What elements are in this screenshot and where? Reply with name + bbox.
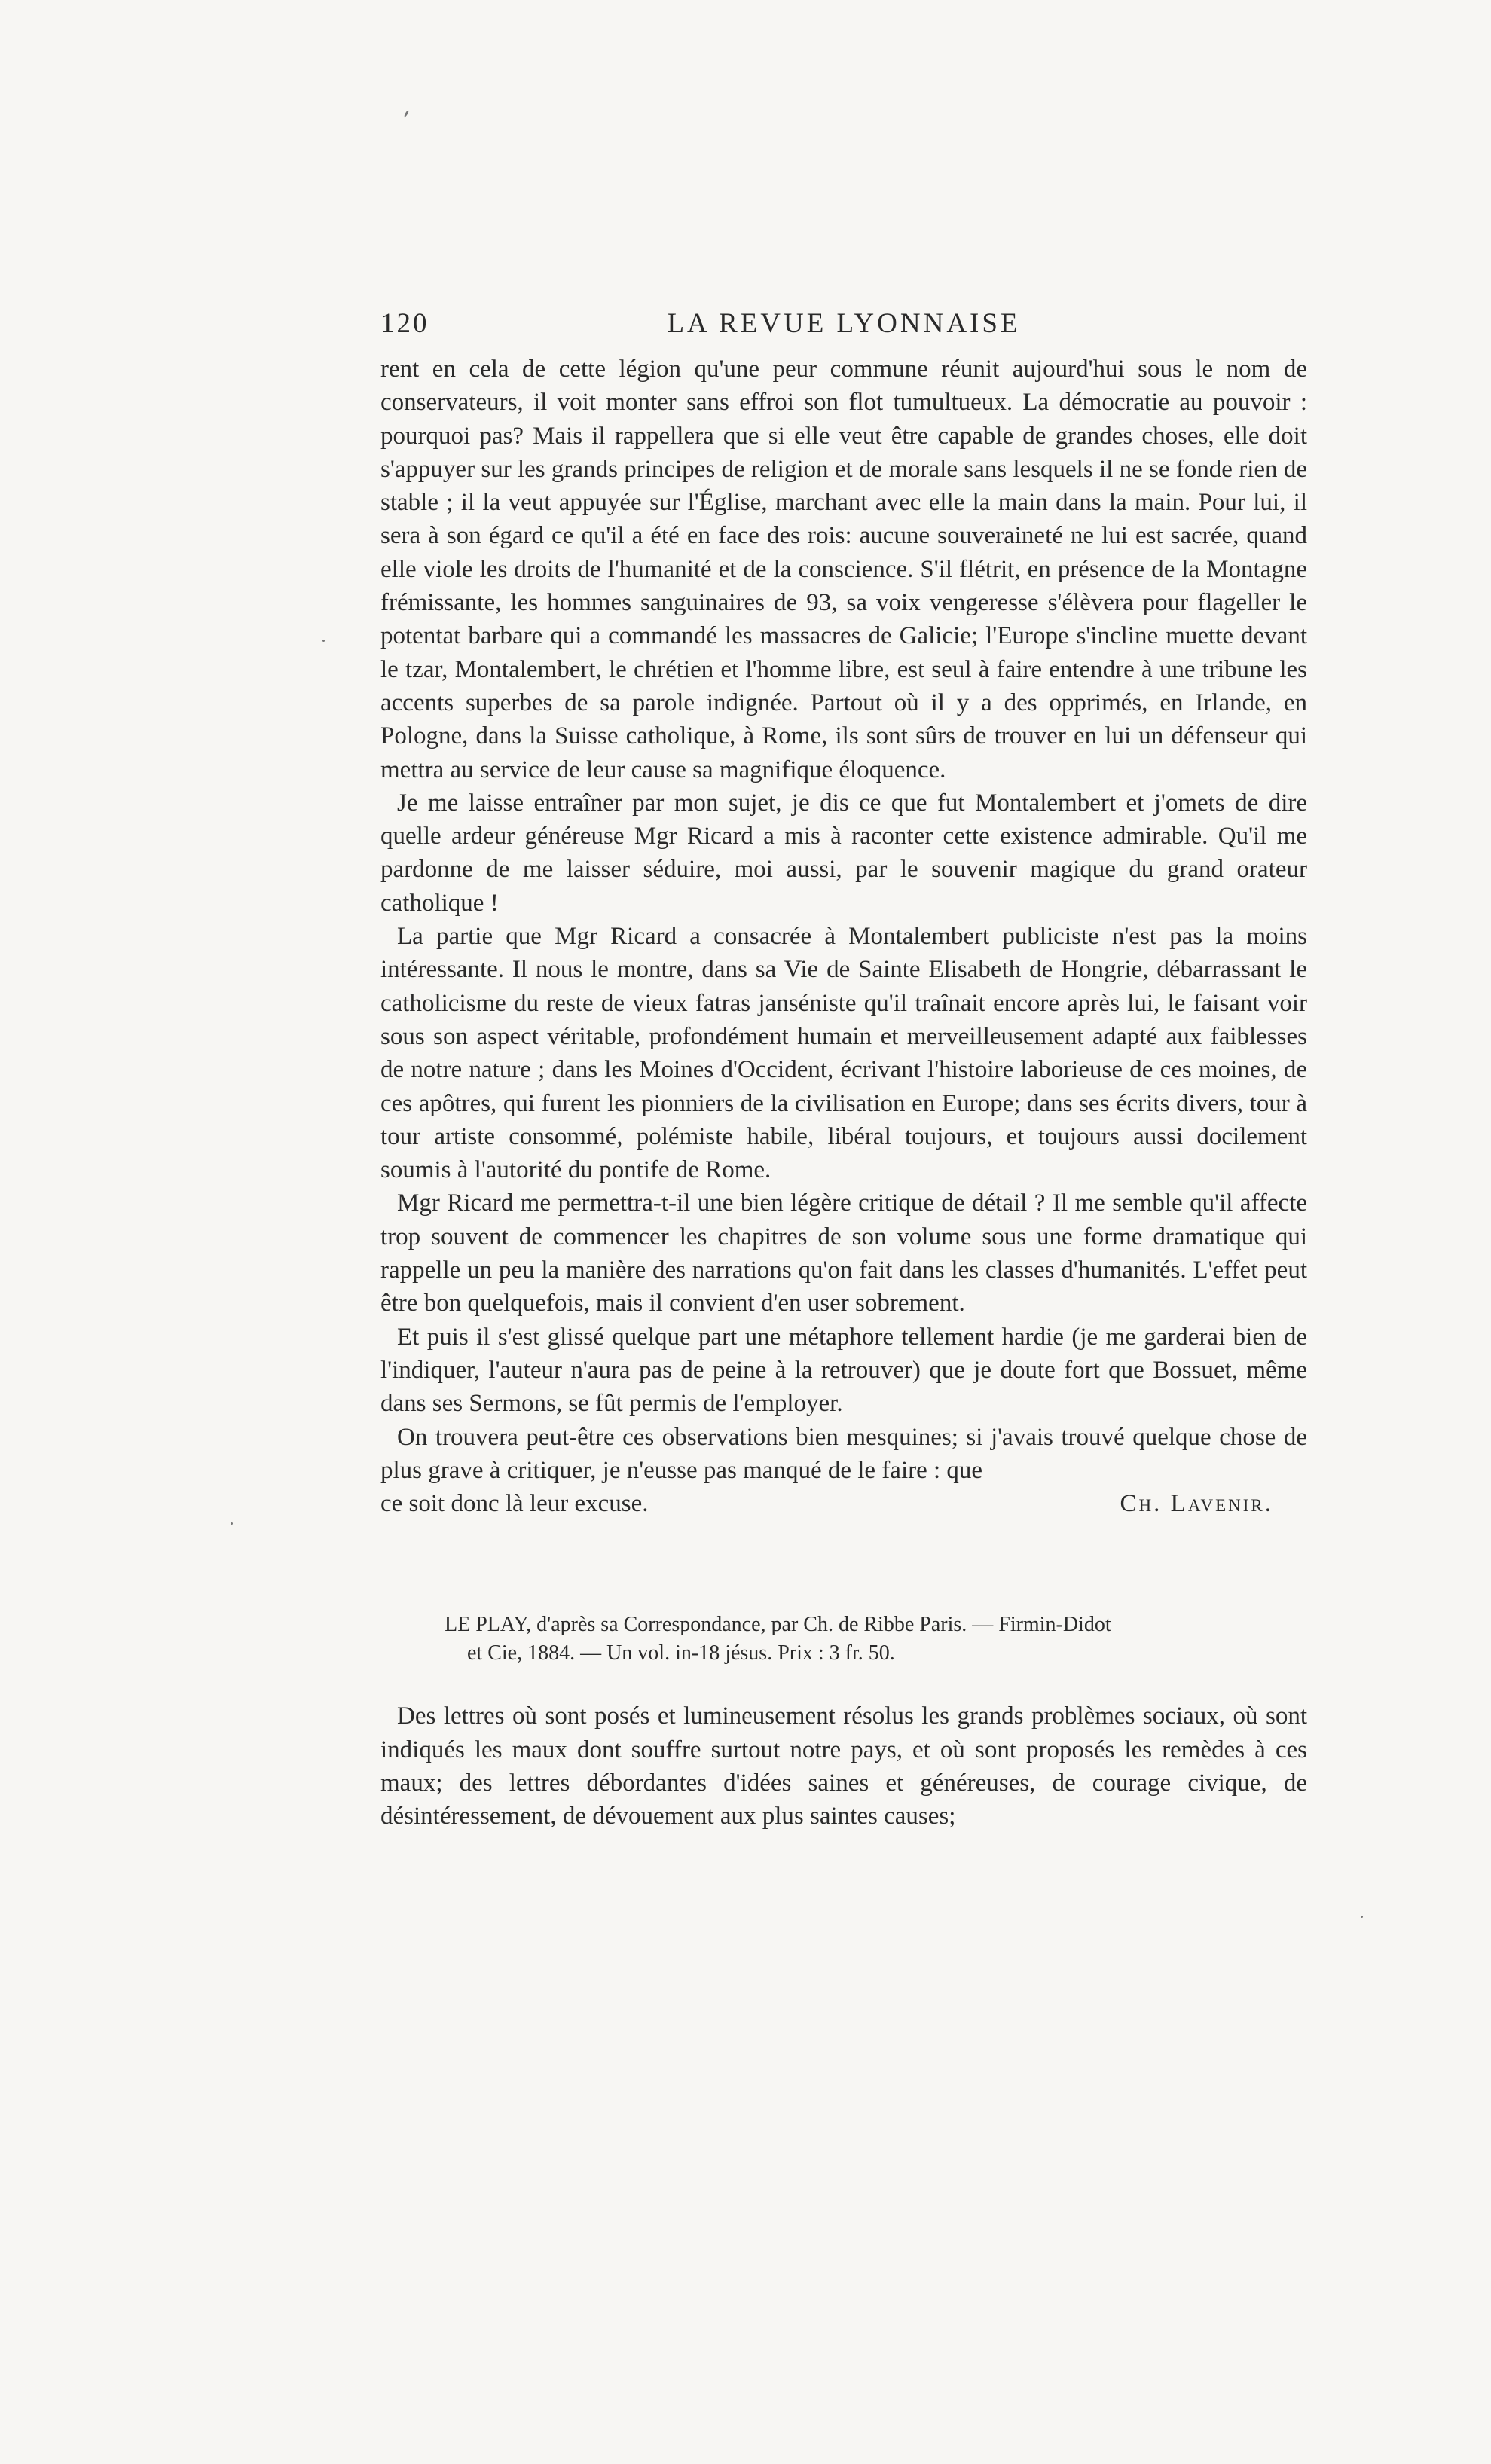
paragraph: On trouvera peut-être ces observations bien mesquines; si j'avais trouvé quelque chose de plus grave à critiquer, je n'eusse pas manqué de le faire : que xyxy=(380,1423,1307,1484)
author-signature: Ch. Lavenir. xyxy=(1120,1490,1273,1518)
running-head xyxy=(380,307,1307,353)
review-heading-line: LE PLAY, d'après sa Correspondance, par Ch. de Ribbe Paris. — Firmin-Didot xyxy=(445,1613,1111,1637)
journal-title: LA REVUE LYONNAISE xyxy=(667,308,1021,339)
paragraph: Et puis il s'est glissé quelque part une métaphore tellement hardie (je me garderai bien de l'indiquer, l'auteur n'aura pas de peine à la retrouver) que je doute fort que Bossuet, même dans ses Sermons, se fût permis de l'employer. xyxy=(380,1323,1307,1418)
review-heading-line: et Cie, 1884. — Un vol. in-18 jésus. Prix : 3 fr. 50. xyxy=(467,1641,895,1666)
paragraph: Mgr Ricard me permettra-t-il une bien légère critique de détail ? Il me semble qu'il affecte trop souvent de commencer les chapitres de son volume sous une forme dramatique qui rappelle un peu la manière des narrations qu'on fait dans les classes d'humanités. L'effet peut être bon quelquefois, mais il convient d'en user sobrement. xyxy=(380,1189,1307,1317)
article-body xyxy=(380,353,1307,1520)
closing-line xyxy=(380,1487,1307,1520)
paragraph: Des lettres où sont posés et lumineusement résolus les grands problèmes sociaux, où sont indiqués les maux dont souffre surtout notre pays, et où sont proposés les remèdes à ces maux; des lettres débordantes d'idées saines et généreuses, de courage civique, de désintéressement, de dévouement aux plus saintes causes; xyxy=(380,1702,1307,1830)
review-heading xyxy=(445,1611,1307,1668)
scan-speck xyxy=(231,1522,233,1525)
page-number: 120 xyxy=(380,308,429,339)
scan-speck xyxy=(404,110,410,118)
closing-text: ce soit donc là leur excuse. xyxy=(380,1490,649,1518)
paragraph: La partie que Mgr Ricard a consacrée à Montalembert publiciste n'est pas la moins intéressante. Il nous le montre, dans sa Vie de Sainte Elisabeth de Hongrie, débarrassant le catholicisme du reste de vieux fatras janséniste qu'il traînait encore après lui, le faisant voir sous son aspect véritable, profondément humain et merveilleusement adapté aux faiblesses de notre nature ; dans les Moines d'Occident, écrivant l'histoire laborieuse de ces moines, de ces apôtres, qui furent les pionniers de la civilisation en Europe; dans ses écrits divers, tour à tour artiste consommé, polémiste habile, libéral toujours, et toujours aussi docilement soumis à l'autorité du pontife de Rome. xyxy=(380,923,1307,1184)
scan-speck xyxy=(1361,1916,1363,1918)
paragraph: rent en cela de cette légion qu'une peur commune réunit aujourd'hui sous le nom de conservateurs, il voit monter sans effroi son flot tumultueux. La démocratie au pouvoir : pourquoi pas? Mais il rappellera que si elle veut être capable de grandes choses, elle doit s'appuyer sur les grands principes de religion et de morale sans lesquels il ne se fonde rien de stable ; il la veut appuyée sur l'Église, marchant avec elle la main dans la main. Pour lui, il sera à son égard ce qu'il a été en face des rois: aucune souveraineté ne lui est sacrée, quand elle viole les droits de l'humanité et de la conscience. S'il flétrit, en présence de la Montagne frémissante, les hommes sanguinaires de 93, sa voix vengeresse s'élèvera pour flageller le potentat barbare qui a commandé les massacres de Galicie; l'Europe s'incline muette devant le tzar, Montalembert, le chrétien et l'homme libre, est seul à faire entendre à une tribune les accents superbes de sa parole indignée. Partout où il y a des opprimés, en Irlande, en Pologne, dans la Suisse catholique, à Rome, ils sont sûrs de trouver en lui un défenseur qui mettra au service de leur cause sa magnifique éloquence. xyxy=(380,356,1307,783)
review-body xyxy=(380,1699,1307,1833)
page-content xyxy=(380,307,1307,1833)
paragraph: Je me laisse entraîner par mon sujet, je dis ce que fut Montalembert et j'omets de dire quelle ardeur généreuse Mgr Ricard a mis à raconter cette existence admirable. Qu'il me pardonne de me laisser séduire, moi aussi, par le souvenir magique du grand orateur catholique ! xyxy=(380,789,1307,917)
scan-speck xyxy=(322,640,325,642)
